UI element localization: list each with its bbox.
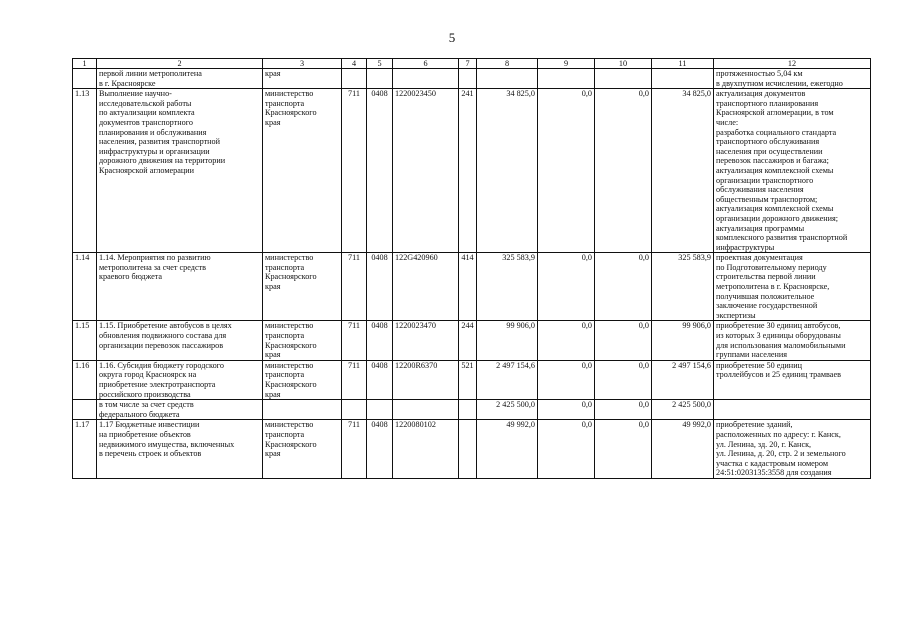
executor: министерство транспорта Красноярского края [263,420,342,479]
amount-period-total: 34 825,0 [652,89,714,253]
section-code: 0408 [367,420,393,479]
amount-year-3: 0,0 [595,321,652,360]
table-row [73,89,871,253]
column-header: 5 [367,59,393,69]
item-title: 1.14. Мероприятия по развитию метрополитена за счет средств краевого бюджета [97,253,263,321]
expected-result: проектная документация по Подготовительному периоду строительства первой линии метрополитена в г. Красноярске, получившая положительное заключение государственной экспертизы [714,253,871,321]
amount-period-total [652,69,714,89]
target-code: 1220023450 [393,89,459,253]
column-header: 11 [652,59,714,69]
item-title: 1.15. Приобретение автобусов в целях обновления подвижного состава для организации перевозок пассажиров [97,321,263,360]
amount-year-3: 0,0 [595,89,652,253]
expected-result: приобретение 50 единиц троллейбусов и 25 единиц трамваев [714,360,871,399]
expected-result: приобретение зданий, расположенных по адресу: г. Канск, ул. Ленина, зд. 20, г. Канск, ул. Ленина, д. 20, стр. 2 и земельного участка с кадастровым номером 24:51:0203135:3558 для создания [714,420,871,479]
budget-table [72,58,871,479]
expected-result: приобретение 30 единиц автобусов, из которых 3 единицы оборудованы для использования маломобильными группами населения [714,321,871,360]
column-header: 1 [73,59,97,69]
grbs-code [342,69,367,89]
item-number: 1.16 [73,360,97,399]
amount-total: 99 906,0 [477,321,538,360]
expense-type [459,69,477,89]
column-header: 6 [393,59,459,69]
amount-year-3 [595,69,652,89]
amount-total: 34 825,0 [477,89,538,253]
amount-year-2: 0,0 [538,400,595,420]
amount-year-2: 0,0 [538,253,595,321]
column-header: 9 [538,59,595,69]
column-header-row [73,59,871,69]
section-code [367,400,393,420]
item-number: 1.14 [73,253,97,321]
item-title: Выполнение научно- исследовательской работы по актуализации комплекта документов транспортного планирования и обслуживания населения, развития транспортной инфраструктуры и организации дорожного движения на территории Красноярской агломерации [97,89,263,253]
amount-period-total: 2 425 500,0 [652,400,714,420]
amount-year-3: 0,0 [595,400,652,420]
executor: министерство транспорта Красноярского края [263,253,342,321]
amount-year-2: 0,0 [538,360,595,399]
grbs-code [342,400,367,420]
grbs-code: 711 [342,253,367,321]
section-code: 0408 [367,360,393,399]
table-row [73,321,871,360]
section-code [367,69,393,89]
table-row [73,360,871,399]
table-row [73,400,871,420]
executor [263,400,342,420]
amount-year-2: 0,0 [538,89,595,253]
executor: министерство транспорта Красноярского края [263,89,342,253]
column-header: 8 [477,59,538,69]
item-title: 1.16. Субсидия бюджету городского округа город Красноярск на приобретение электротранспорта российского производства [97,360,263,399]
column-header: 12 [714,59,871,69]
expected-result [714,400,871,420]
amount-total: 2 425 500,0 [477,400,538,420]
amount-year-3: 0,0 [595,420,652,479]
amount-year-2: 0,0 [538,321,595,360]
target-code: 12200R6370 [393,360,459,399]
target-code: 1220080102 [393,420,459,479]
expense-type [459,400,477,420]
item-title: первой линии метрополитена в г. Красноярске [97,69,263,89]
table-row [73,420,871,479]
item-number [73,69,97,89]
column-header: 7 [459,59,477,69]
amount-year-2: 0,0 [538,420,595,479]
grbs-code: 711 [342,420,367,479]
executor: министерство транспорта Красноярского края [263,321,342,360]
column-header: 3 [263,59,342,69]
item-number: 1.15 [73,321,97,360]
item-number [73,400,97,420]
amount-period-total: 49 992,0 [652,420,714,479]
expected-result: протяженностью 5,04 км в двухпутном исчислении, ежегодно [714,69,871,89]
expense-type: 521 [459,360,477,399]
target-code [393,400,459,420]
expected-result: актуализация документов транспортного планирования Красноярской агломерации, в том числе: разработка социального стандарта транспортного обслуживания населения при осуществлении перевозок пассажиров и багажа; актуализация комплексной схемы организации транспортного обслуживания населения общественным транспортом; актуализация комплексной схемы организации дорожного движения; актуализация программы комплексного развития транспортной инфраструктуры [714,89,871,253]
amount-total: 2 497 154,6 [477,360,538,399]
section-code: 0408 [367,321,393,360]
amount-period-total: 325 583,9 [652,253,714,321]
section-code: 0408 [367,89,393,253]
expense-type [459,420,477,479]
column-header: 2 [97,59,263,69]
grbs-code: 711 [342,321,367,360]
grbs-code: 711 [342,360,367,399]
table-row [73,69,871,89]
item-title: 1.17 Бюджетные инвестиции на приобретение объектов недвижимого имущества, включенных в перечень строек и объектов [97,420,263,479]
expense-type: 244 [459,321,477,360]
expense-type: 241 [459,89,477,253]
amount-period-total: 99 906,0 [652,321,714,360]
executor: министерство транспорта Красноярского края [263,360,342,399]
amount-total [477,69,538,89]
item-title: в том числе за счет средств федерального бюджета [97,400,263,420]
amount-total: 325 583,9 [477,253,538,321]
amount-total: 49 992,0 [477,420,538,479]
item-number: 1.13 [73,89,97,253]
expense-type: 414 [459,253,477,321]
item-number: 1.17 [73,420,97,479]
column-header: 4 [342,59,367,69]
amount-period-total: 2 497 154,6 [652,360,714,399]
page-number: 5 [448,30,456,45]
target-code: 122G420960 [393,253,459,321]
table-row [73,253,871,321]
column-header: 10 [595,59,652,69]
target-code: 1220023470 [393,321,459,360]
section-code: 0408 [367,253,393,321]
amount-year-2 [538,69,595,89]
grbs-code: 711 [342,89,367,253]
amount-year-3: 0,0 [595,253,652,321]
executor: края [263,69,342,89]
target-code [393,69,459,89]
amount-year-3: 0,0 [595,360,652,399]
